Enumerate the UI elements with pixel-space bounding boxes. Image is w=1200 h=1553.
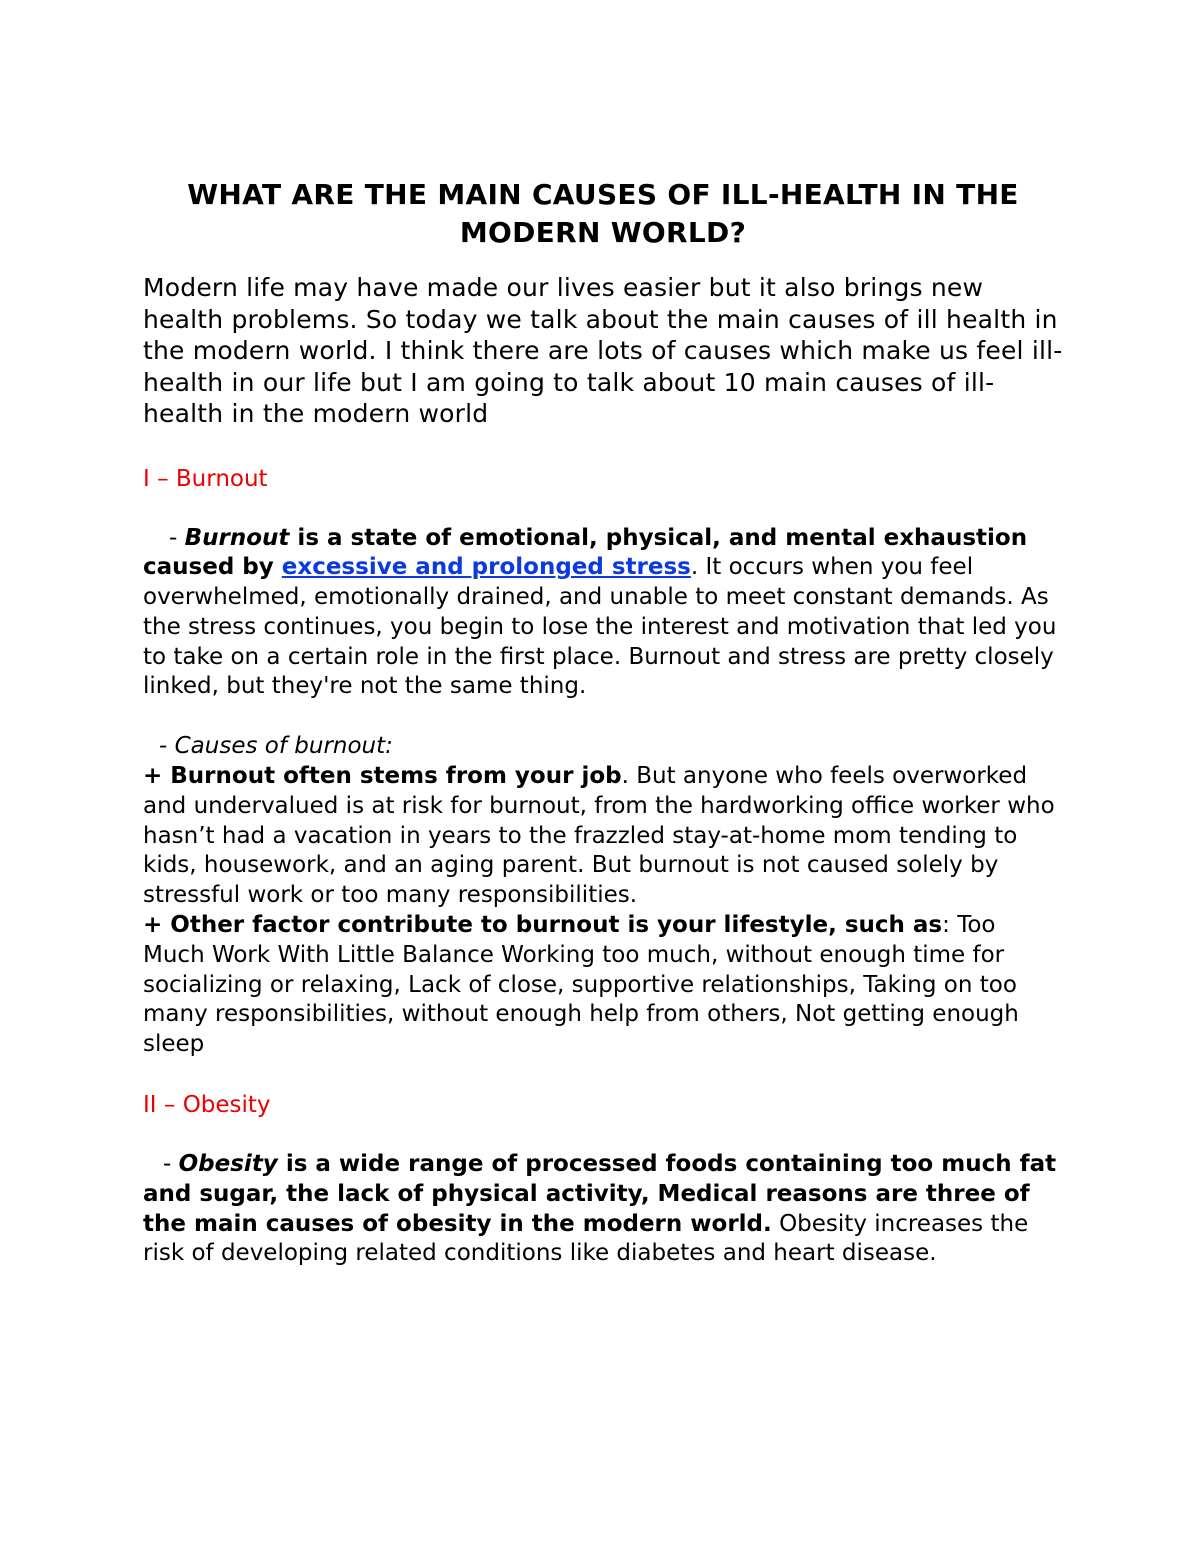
cause-job-bold: + Burnout often stems from your job (143, 763, 622, 790)
burnout-definition (143, 524, 1063, 703)
cause-lifestyle (143, 911, 1063, 1060)
cause-job-text: . But anyone who feels overworked and undervalued is at risk for burnout, from the hardworking office worker who hasn’t had a vacation in years to the frazzled stay-at-home mom tending to kids, housework, and an aging parent. But burnout is not caused solely by stressful work or too many responsibilities. (143, 763, 1055, 909)
cause-lifestyle-bold: + Other factor contribute to burnout is your lifestyle, such as (143, 912, 943, 939)
bullet-dash: - (169, 524, 185, 551)
causes-of-burnout-label (143, 732, 1063, 762)
document-page (143, 176, 1063, 1269)
causes-label-text: Causes of burnout: (174, 733, 393, 760)
section-heading-burnout: I – Burnout (143, 465, 268, 492)
definition-rest-text: . It occurs when you feel overwhelmed, emotionally drained, and unable to meet constant demands. As the stress continues, you begin to lose the interest and motivation that led you to take on a certain role in the first place. Burnout and stress are pretty closely linked, but they're not the same thing. (143, 554, 1057, 700)
obesity-definition (143, 1150, 1063, 1269)
section-heading-obesity: II – Obesity (143, 1092, 271, 1119)
cause-lifestyle-text: : Too Much Work With Little Balance Working too much, without enough time for socializing or relaxing, Lack of close, supportive relationships, Taking on too many responsibilities, without enough help from others, Not getting enough sleep (143, 912, 1019, 1058)
cause-job (143, 762, 1063, 911)
document-title: WHAT ARE THE MAIN CAUSES OF ILL-HEALTH IN THE MODERN WORLD? (187, 178, 1019, 249)
definition-bold-text: is a state of emotional, physical, and mental exhaustion caused by (143, 524, 1028, 581)
bullet-dash: - (163, 1151, 179, 1178)
term-burnout: Burnout (184, 524, 290, 551)
stress-link[interactable]: excessive and prolonged stress (281, 554, 691, 581)
obesity-bold-text: is a wide range of processed foods containing too much fat and sugar, the lack of physical activity, Medical reasons are three of the main causes of obesity in the modern world. (143, 1151, 1057, 1237)
obesity-rest-text: Obesity increases the risk of developing related conditions like diabetes and heart disease. (143, 1210, 1029, 1267)
bullet-dash: - (159, 733, 175, 760)
term-obesity: Obesity (178, 1151, 278, 1178)
intro-paragraph: Modern life may have made our lives easier but it also brings new health problems. So today we talk about the main causes of ill health in the modern world. I think there are lots of causes which make us feel ill-health in our life but I am going to talk about 10 main causes of ill-health in the modern world (143, 273, 1063, 428)
